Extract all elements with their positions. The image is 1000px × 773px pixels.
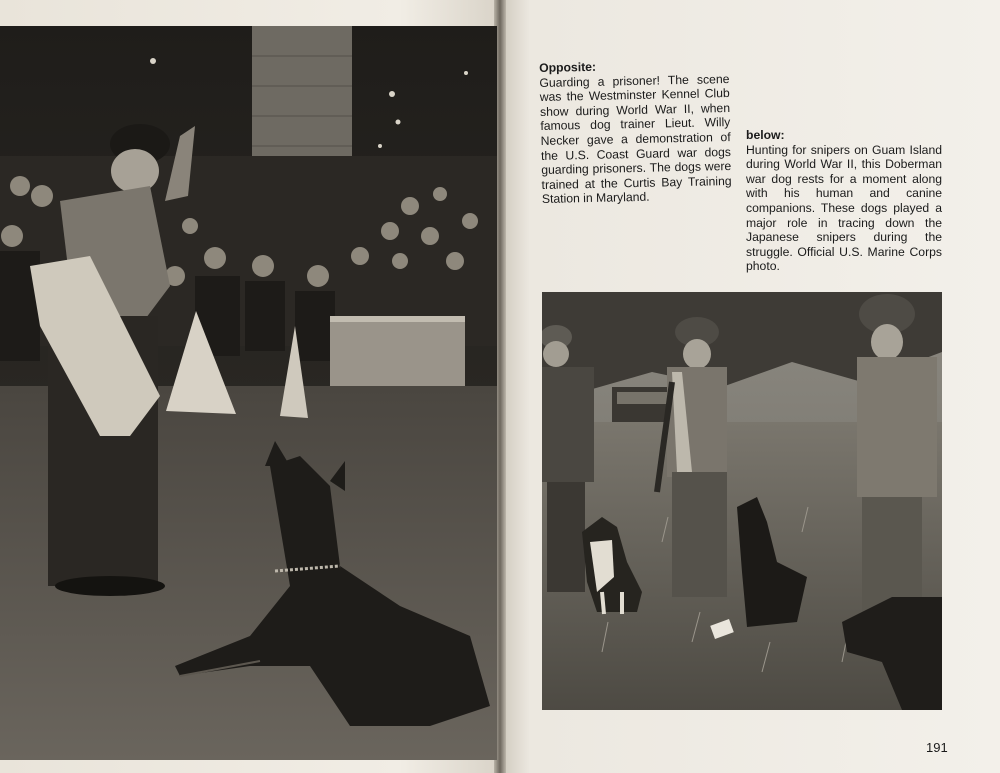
caption-opposite bbox=[539, 57, 732, 207]
caption-opposite-text: Guarding a prisoner! The scene was the Westminster Kennel Club show during World War II, when famous dog trainer Lieut. Willy Necker gave a demonstration of the U.S. Coast Guard war dogs guarding prisoners. The dogs were trained at the Curtis Bay Training Station in Maryland. bbox=[539, 71, 732, 207]
caption-below bbox=[746, 128, 942, 274]
caption-below-text: Hunting for snipers on Guam Island during World War II, this Doberman war dog rests for a moment along with his human and canine companions. These dogs played a major role in tracing down the Japanese snipers during the struggle. Official U.S. Marine Corps photo. bbox=[746, 142, 942, 274]
photo-guam-war-dogs bbox=[542, 292, 942, 710]
caption-opposite-heading: Opposite: bbox=[539, 59, 597, 75]
photo-dog-demonstration bbox=[0, 26, 497, 760]
caption-below-heading: below: bbox=[746, 128, 785, 142]
page-number: 191 bbox=[926, 740, 948, 755]
